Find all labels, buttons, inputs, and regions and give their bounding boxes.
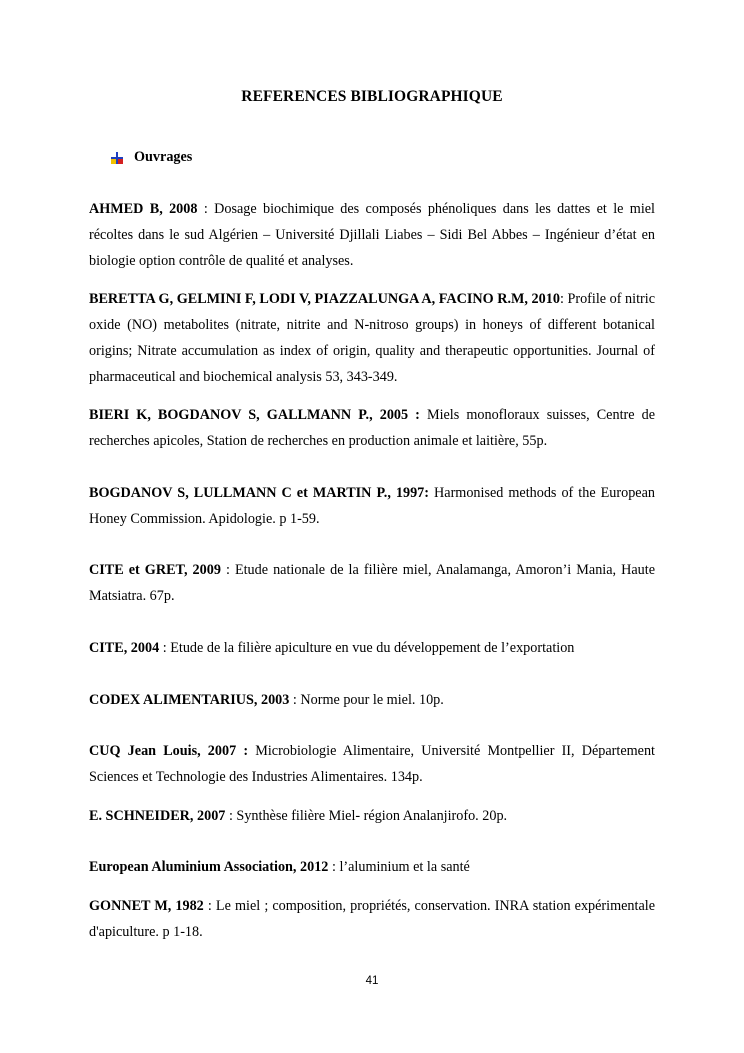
reference-item xyxy=(89,286,655,390)
bullet-icon xyxy=(110,151,124,165)
reference-item xyxy=(89,635,655,661)
reference-authors: BIERI K, BOGDANOV S, GALLMANN P., 2005 : xyxy=(89,407,420,423)
section-heading xyxy=(110,149,192,166)
reference-item xyxy=(89,687,655,713)
reference-text: : Etude nationale de la filière miel, Analamanga, Amoron’i Mania, Haute Matsiatra. 67p. xyxy=(89,562,655,604)
reference-authors: CITE, 2004 xyxy=(89,640,160,656)
reference-text: Harmonised methods of the European Honey Commission. Apidologie. p 1-59. xyxy=(89,485,655,527)
reference-text: : Synthèse filière Miel- région Analanjirofo. 20p. xyxy=(225,808,508,824)
reference-authors: CITE et GRET, 2009 xyxy=(89,562,221,578)
reference-authors: BERETTA G, GELMINI F, LODI V, PIAZZALUNGA A, FACINO R.M, 2010 xyxy=(89,291,560,307)
reference-authors: BOGDANOV S, LULLMANN C et MARTIN P., 1997: xyxy=(89,485,430,501)
page-number: 41 xyxy=(365,975,379,987)
reference-authors: AHMED B, 2008 xyxy=(89,201,198,217)
reference-text: Miels monofloraux suisses, Centre de recherches apicoles, Station de recherches en production animale et laitière, 55p. xyxy=(89,407,655,449)
reference-item xyxy=(89,196,655,274)
reference-item xyxy=(89,854,655,880)
reference-item xyxy=(89,557,655,609)
reference-item xyxy=(89,738,655,790)
reference-authors: CODEX ALIMENTARIUS, 2003 xyxy=(89,692,290,708)
reference-item xyxy=(89,402,655,454)
reference-authors: CUQ Jean Louis, 2007 : xyxy=(89,743,249,759)
reference-item xyxy=(89,480,655,532)
reference-text: : l’aluminium et la santé xyxy=(328,859,470,875)
reference-item xyxy=(89,803,655,829)
reference-text: : Profile of nitric oxide (NO) metabolites (nitrate, nitrite and N-nitroso groups) in honeys of different botanical origins; Nitrate accumulation as index of origin, quality and therapeutic opportunities. Journal of pharmaceutical and biochemical analysis 53, 343-349. xyxy=(89,291,655,385)
reference-text: : Le miel ; composition, propriétés, conservation. INRA station expérimentale d'apiculture. p 1-18. xyxy=(89,898,655,940)
reference-text: : Etude de la filière apiculture en vue du développement de l’exportation xyxy=(159,640,575,656)
page-title: REFERENCES BIBLIOGRAPHIQUE xyxy=(241,88,503,105)
reference-text: : Norme pour le miel. 10p. xyxy=(289,692,444,708)
reference-authors: European Aluminium Association, 2012 xyxy=(89,859,329,875)
reference-authors: E. SCHNEIDER, 2007 xyxy=(89,808,226,824)
reference-text: : Dosage biochimique des composés phénoliques dans les dattes et le miel récoltes dans le sud Algérien – Université Djillali Liabes – Sidi Bel Abbes – Ingénieur d’état en biologie option contrôle de qualité et analyses. xyxy=(89,201,656,269)
section-heading-label: Ouvrages xyxy=(134,149,193,165)
reference-text: Microbiologie Alimentaire, Université Montpellier II, Département Sciences et Technologie des Industries Alimentaires. 134p. xyxy=(89,743,655,785)
reference-authors: GONNET M, 1982 xyxy=(89,898,204,914)
reference-item xyxy=(89,893,655,945)
